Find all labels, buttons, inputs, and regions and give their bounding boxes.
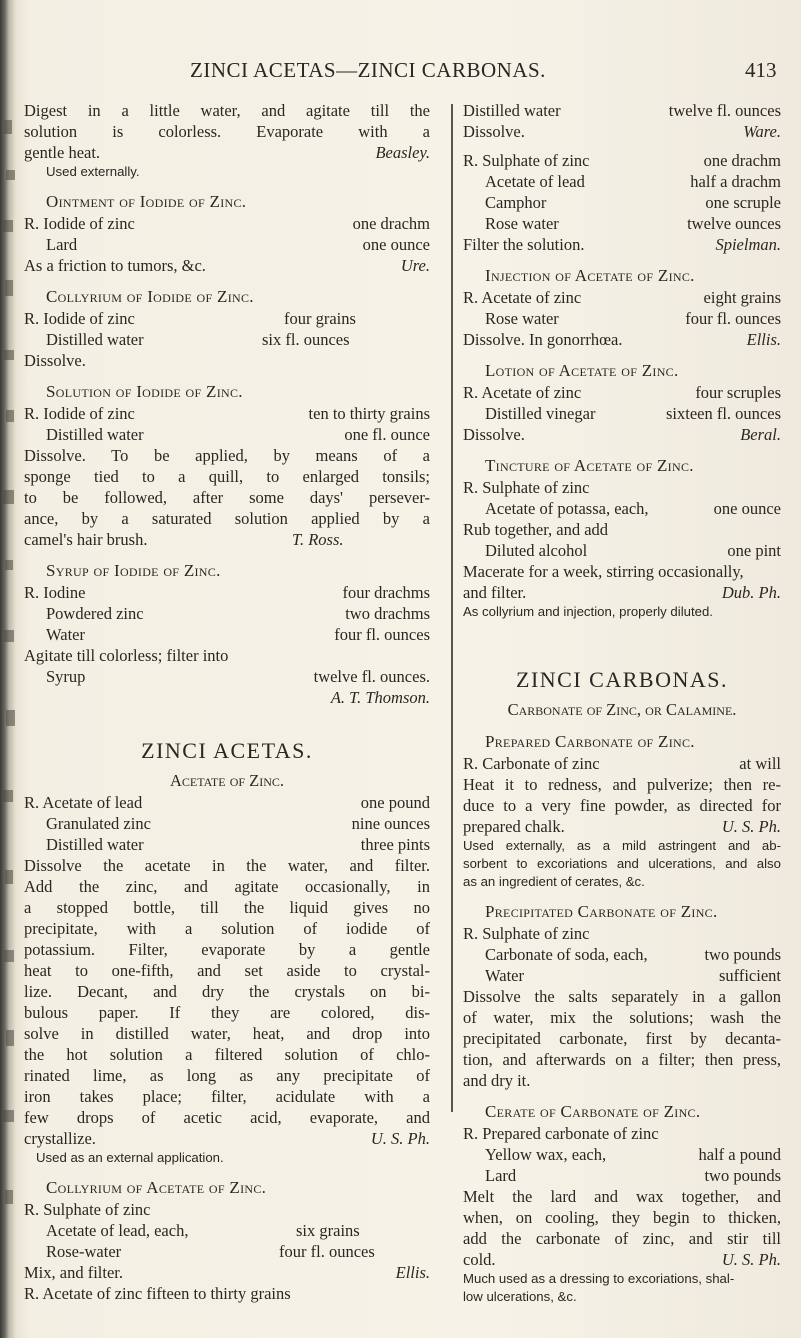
page-header [0, 58, 801, 88]
ingredient-row: Water four fl. ounces [46, 625, 430, 644]
text-line: few drops of acetic acid, evaporate, and [24, 1108, 430, 1127]
author-credit: U. S. Ph. [721, 817, 781, 836]
ingredient-row: Distilled water three pints [46, 835, 430, 854]
ingredient-row: Rose water four fl. ounces [485, 309, 781, 328]
recipe-title: Lotion of Acetate of Zinc. [485, 361, 679, 380]
text-line: Rub together, and add [463, 520, 609, 539]
text-line: prepared chalk. U. S. Ph. [463, 817, 781, 836]
text-line: Dissolve. Beral. [463, 425, 781, 444]
ingredient-row: Lard one ounce [46, 235, 430, 254]
usage-note: sorbent to excoriations and ulcerations, and also [463, 856, 781, 871]
text-line: Dissolve the acetate in the water, and filter. [24, 856, 430, 875]
text-line: Dissolve. To be applied, by means of a [24, 446, 430, 465]
ingredient-row: R. Sulphate of zinc one drachm [463, 151, 781, 170]
section-subheading: Carbonate of Zinc, or Calamine. [507, 700, 737, 719]
text-line: Mix, and filter. Ellis. [24, 1263, 430, 1282]
ingredient-row: Syrup twelve fl. ounces. [46, 667, 430, 686]
text-line: As a friction to tumors, &c. Ure. [24, 256, 430, 275]
binding-edge-marks [0, 110, 18, 1290]
author-credit: Beasley. [375, 143, 430, 162]
ingredient-row: Acetate of lead half a drachm [485, 172, 781, 191]
author-credit: A. T. Thomson. [330, 688, 430, 707]
text-line: gentle heat. Beasley. [24, 143, 430, 162]
ingredient-row: Acetate of potassa, each, one ounce [485, 499, 781, 518]
text-line: Dissolve the salts separately in a gallon [463, 987, 781, 1006]
recipe-title: Collyrium of Acetate of Zinc. [46, 1178, 267, 1197]
ingredient-row: R. Prepared carbonate of zinc [463, 1124, 659, 1143]
author-credit: Ware. [743, 122, 781, 141]
section-heading: ZINCI ACETAS. [141, 738, 313, 763]
text-line: when, on cooling, they begin to thicken, [463, 1208, 781, 1227]
right-column [463, 100, 781, 1306]
text-line: tion, and afterwards on a filter; then press, [463, 1050, 781, 1069]
ingredient-row: Powdered zinc two drachms [46, 604, 430, 623]
running-head: ZINCI ACETAS—ZINCI CARBONAS. [190, 58, 546, 82]
ingredient-row: Lard two pounds [485, 1166, 781, 1185]
left-column [24, 100, 430, 1304]
ingredient-row: R. Acetate of zinc eight grains [463, 288, 781, 307]
recipe-title: Ointment of Iodide of Zinc. [46, 192, 247, 211]
text-line: Dissolve. Ware. [463, 122, 781, 141]
author-credit: Ellis. [746, 330, 781, 349]
author-credit: Spielman. [715, 235, 781, 254]
usage-note: Used externally, as a mild astringent and ab- [463, 838, 781, 853]
text-line: lize. Decant, and dry the crystals on bi- [24, 982, 430, 1001]
text-line: camel's hair brush. T. Ross. [24, 530, 344, 549]
recipe-title: Injection of Acetate of Zinc. [485, 266, 695, 285]
ingredient-row: Camphor one scruple [485, 193, 781, 212]
text-line: duce to a very fine powder, as directed for [463, 796, 781, 815]
section-subheading: Acetate of Zinc. [169, 771, 285, 790]
text-line: crystallize. U. S. Ph. [24, 1129, 430, 1148]
author-credit: U. S. Ph. [370, 1129, 430, 1148]
text-line: solve in distilled water, heat, and drop into [24, 1024, 430, 1043]
text-line: heat to one-fifth, and set aside to crystal- [24, 961, 430, 980]
recipe-title: Precipitated Carbonate of Zinc. [485, 902, 718, 921]
text-line: solution is colorless. Evaporate with a [24, 122, 430, 141]
ingredient-row: R. Iodine four drachms [24, 583, 430, 602]
author-credit: Ellis. [395, 1263, 430, 1282]
text-line: Add the zinc, and agitate occasionally, in [24, 877, 430, 896]
usage-note: Much used as a dressing to excoriations, shal- [463, 1271, 735, 1286]
text-line: add the carbonate of zinc, and stir till [463, 1229, 781, 1248]
text-line: Melt the lard and wax together, and [463, 1187, 781, 1206]
text-line: precipitate, with a solution of iodide of [24, 919, 430, 938]
ingredient-row: R. Carbonate of zinc at will [463, 754, 781, 773]
ingredient-row: Yellow wax, each, half a pound [485, 1145, 781, 1164]
ingredient-row: Rose-water four fl. ounces [46, 1242, 375, 1261]
ingredient-row: R. Acetate of lead one pound [24, 793, 430, 812]
text-line: and filter. Dub. Ph. [463, 583, 781, 602]
usage-note: as an ingredient of cerates, &c. [463, 874, 645, 889]
ingredient-row: R. Iodide of zinc one drachm [24, 214, 430, 233]
text-line: to be followed, after some days' persever- [24, 488, 430, 507]
ingredient-row: Water sufficient [485, 966, 781, 985]
ingredient-row: R. Acetate of zinc fifteen to thirty grains [24, 1284, 291, 1303]
ingredient-row: Carbonate of soda, each, two pounds [485, 945, 781, 964]
text-line: potassium. Filter, evaporate by a gentle [24, 940, 430, 959]
ingredient-row: Distilled water six fl. ounces [46, 330, 350, 349]
usage-note: As collyrium and injection, properly diluted. [463, 604, 713, 619]
text-line: Filter the solution. Spielman. [463, 235, 781, 254]
text-line: rinated lime, as long as any precipitate of [24, 1066, 430, 1085]
ingredient-row: Acetate of lead, each, six grains [46, 1221, 360, 1240]
ingredient-row: R. Iodide of zinc four grains [24, 309, 356, 328]
usage-note: Used externally. [46, 164, 140, 179]
text-line: bulous paper. If they are colored, dis- [24, 1003, 430, 1022]
usage-note: Used as an external application. [36, 1150, 224, 1165]
text-line: Agitate till colorless; filter into [24, 646, 229, 665]
column-rule [451, 104, 453, 1112]
text-line: precipitated carbonate, first by decanta- [463, 1029, 781, 1048]
recipe-title: Tincture of Acetate of Zinc. [485, 456, 694, 475]
ingredient-row: R. Sulphate of zinc [463, 924, 590, 943]
ingredient-row: R. Sulphate of zinc [463, 478, 590, 497]
ingredient-row: R. Iodide of zinc ten to thirty grains [24, 404, 430, 423]
text-line: ance, by a saturated solution applied by a [24, 509, 430, 528]
text-line: Heat it to redness, and pulverize; then re- [463, 775, 781, 794]
ingredient-row: R. Sulphate of zinc [24, 1200, 151, 1219]
ingredient-row: Diluted alcohol one pint [485, 541, 781, 560]
author-credit: T. Ross. [292, 530, 344, 549]
text-line: the hot solution a filtered solution of chlo- [24, 1045, 430, 1064]
ingredient-row: Distilled water twelve fl. ounces [463, 101, 781, 120]
text-line: Digest in a little water, and agitate till the [24, 101, 430, 120]
recipe-title: Syrup of Iodide of Zinc. [46, 561, 221, 580]
recipe-title: Solution of Iodide of Zinc. [46, 382, 243, 401]
ingredient-row: Distilled vinegar sixteen fl. ounces [485, 404, 781, 423]
text-line: of water, mix the solutions; wash the [463, 1008, 781, 1027]
ingredient-row: R. Acetate of zinc four scruples [463, 383, 781, 402]
ingredient-row: Rose water twelve ounces [485, 214, 781, 233]
text-line: a stopped bottle, till the liquid gives no [24, 898, 430, 917]
author-credit: Ure. [400, 256, 430, 275]
text-line: Dissolve. In gonorrhœa. Ellis. [463, 330, 781, 349]
section-heading: ZINCI CARBONAS. [516, 667, 728, 692]
text-line: and dry it. [463, 1071, 531, 1090]
usage-note: low ulcerations, &c. [463, 1289, 577, 1304]
text-line: iron takes place; filter, acidulate with a [24, 1087, 430, 1106]
text-line: cold. U. S. Ph. [463, 1250, 781, 1269]
text-line: Dissolve. [24, 351, 86, 370]
author-credit: U. S. Ph. [721, 1250, 781, 1269]
recipe-title: Collyrium of Iodide of Zinc. [46, 287, 254, 306]
recipe-title: Cerate of Carbonate of Zinc. [485, 1102, 701, 1121]
page-number: 413 [745, 58, 777, 82]
ingredient-row: Distilled water one fl. ounce [46, 425, 430, 444]
text-line: sponge tied to a quill, to enlarged tonsils; [24, 467, 430, 486]
author-credit: Beral. [740, 425, 781, 444]
text-line: Macerate for a week, stirring occasionally, [463, 562, 744, 581]
ingredient-row: Granulated zinc nine ounces [46, 814, 430, 833]
recipe-title: Prepared Carbonate of Zinc. [485, 732, 695, 751]
author-credit: Dub. Ph. [721, 583, 781, 602]
